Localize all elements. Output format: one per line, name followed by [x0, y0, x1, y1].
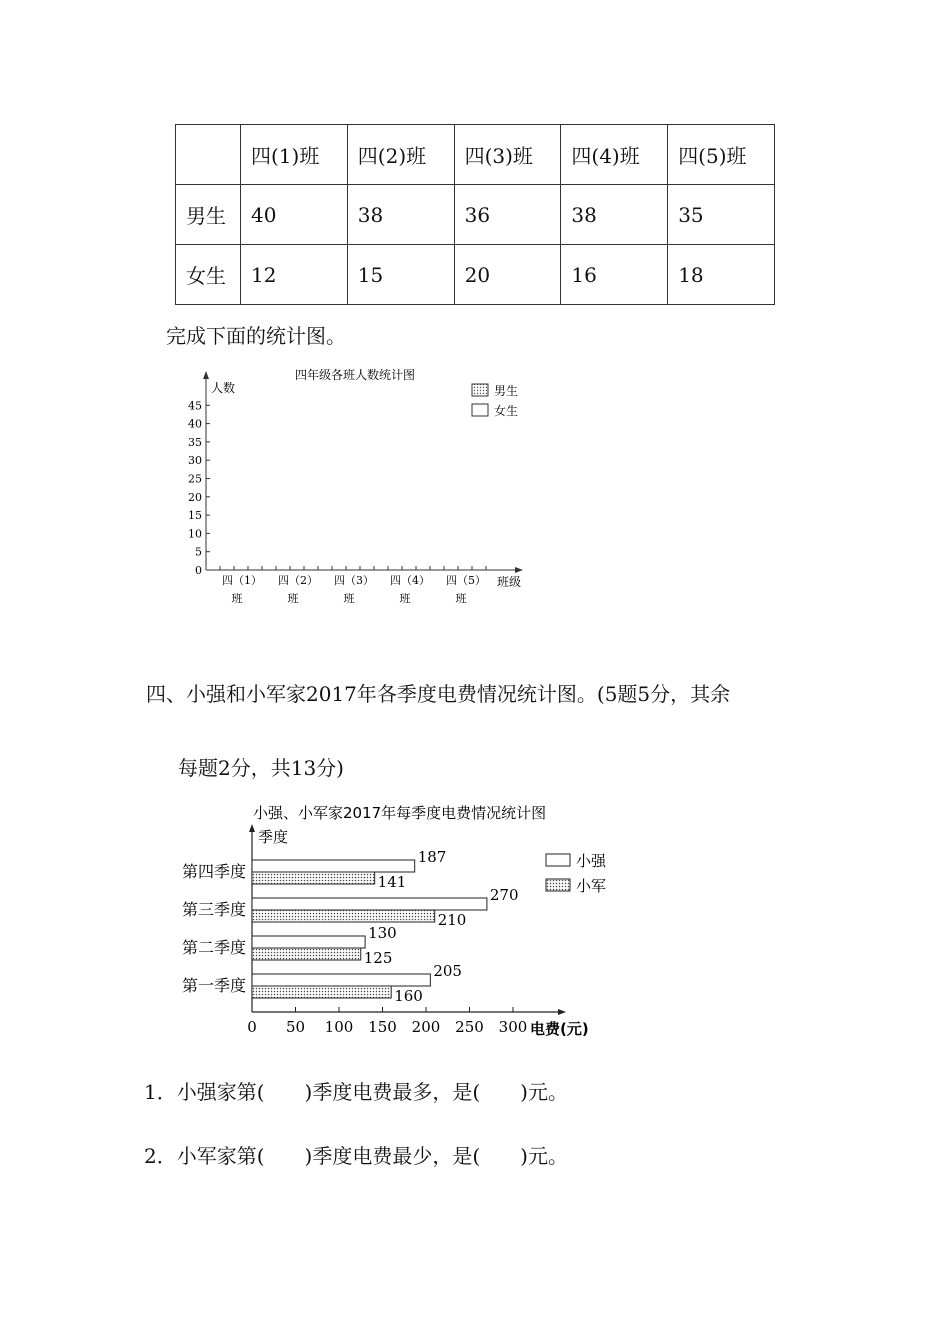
table-header-cell: 四(5)班	[668, 125, 775, 185]
instruction-text: 完成下面的统计图。	[166, 324, 346, 348]
chart2-category-label: 第三季度	[181, 900, 246, 919]
section4-heading-cont: 每题2分，共13分)	[178, 756, 344, 780]
class-student-table	[175, 124, 775, 305]
chart2-x-tick-label: 250	[455, 1018, 484, 1036]
bar-value-label: 205	[433, 962, 462, 980]
chart2-x-tick-label: 150	[368, 1018, 397, 1036]
chart1-ylabel: 人数	[211, 381, 236, 395]
class-count-chart	[170, 362, 540, 612]
table-cell: 15	[347, 245, 454, 305]
legend-label-girls: 女生	[494, 404, 519, 418]
bar-xiaoqiang	[252, 936, 365, 948]
chart1-y-tick-label: 45	[188, 399, 202, 413]
table-header-cell: 四(1)班	[241, 125, 348, 185]
chart1-y-tick-label: 20	[188, 490, 202, 504]
table-cell: 16	[561, 245, 668, 305]
section4-heading: 四、小强和小军家2017年各季度电费情况统计图。(5题5分，其余	[146, 682, 731, 706]
legend-swatch-xiaoqiang	[546, 854, 570, 866]
chart1-x-tick-label: 四（2）	[278, 574, 318, 587]
chart1-x-tick-label-cont: 班	[287, 592, 299, 605]
chart2-ylabel: 季度	[258, 828, 289, 846]
chart2-x-tick-label: 300	[498, 1018, 528, 1036]
bar-xiaojun	[252, 986, 391, 998]
bar-xiaojun	[252, 872, 375, 884]
chart1-y-tick-label: 40	[188, 417, 202, 431]
chart1-x-tick-label: 四（1）	[222, 574, 262, 587]
table-cell: 12	[241, 245, 348, 305]
table-cell: 38	[347, 185, 454, 245]
bar-xiaoqiang	[252, 860, 415, 872]
question-number: 2．	[144, 1144, 177, 1168]
chart1-x-tick-label-cont: 班	[455, 592, 467, 605]
legend-label-xiaoqiang: 小强	[576, 852, 607, 870]
chart1-title: 四年级各班人数统计图	[295, 368, 416, 382]
table-cell: 20	[454, 245, 561, 305]
legend-swatch-xiaojun	[546, 879, 570, 891]
chart2-category-label: 第四季度	[181, 862, 246, 881]
bar-value-label: 125	[363, 949, 393, 967]
question-text: 小军家第( )季度电费最少，是( )元。	[176, 1144, 568, 1168]
chart2-x-tick-label: 50	[285, 1018, 306, 1036]
chart1-xlabel: 班级	[497, 575, 522, 589]
chart1-x-tick-label-cont: 班	[231, 592, 243, 605]
table-cell: 36	[454, 185, 561, 245]
table-cell: 40	[241, 185, 348, 245]
table-header-cell: 四(3)班	[454, 125, 561, 185]
chart1-x-tick-label-cont: 班	[343, 592, 355, 605]
chart2-x-tick-label: 100	[324, 1018, 354, 1036]
row-label: 女生	[176, 245, 241, 305]
table-cell: 18	[668, 245, 775, 305]
table-cell: 38	[561, 185, 668, 245]
table-header-cell: 四(4)班	[561, 125, 668, 185]
question-text: 小强家第( )季度电费最多，是( )元。	[176, 1080, 568, 1104]
table-row	[176, 245, 775, 305]
chart1-y-tick-label: 0	[195, 564, 202, 577]
legend-label-xiaojun: 小军	[576, 877, 607, 895]
chart1-y-tick-label: 5	[195, 545, 202, 559]
bar-xiaojun	[252, 948, 361, 960]
bar-xiaojun	[252, 910, 435, 922]
chart1-y-tick-label: 30	[188, 454, 202, 468]
bar-value-label: 187	[417, 848, 447, 866]
chart1-x-tick-label-cont: 班	[399, 592, 411, 605]
chart2-category-label: 第一季度	[181, 976, 246, 995]
legend-swatch-girls	[472, 404, 488, 416]
chart2-xlabel: 电费(元)	[530, 1020, 589, 1038]
chart2-x-tick-label: 200	[411, 1018, 441, 1036]
chart1-x-arrow	[515, 567, 523, 573]
question-2	[144, 1140, 568, 1169]
table-header-row	[176, 125, 775, 185]
legend-label-boys: 男生	[494, 384, 519, 398]
question-1	[144, 1076, 568, 1105]
chart2-category-label: 第二季度	[181, 938, 246, 957]
chart1-y-tick-label: 35	[188, 435, 202, 449]
table-corner-cell	[176, 125, 241, 185]
chart1-x-tick-label: 四（4）	[390, 574, 430, 587]
electricity-fee-chart	[168, 798, 608, 1046]
bar-value-label: 160	[394, 987, 423, 1005]
chart2-y-arrow	[249, 824, 255, 832]
bar-value-label: 210	[437, 911, 467, 929]
chart1-x-tick-label: 四（5）	[446, 574, 486, 587]
table-cell: 35	[668, 185, 775, 245]
chart1-y-tick-label: 10	[188, 527, 202, 541]
legend-swatch-boys	[472, 384, 488, 396]
bar-value-label: 130	[368, 924, 397, 942]
bar-value-label: 141	[377, 873, 407, 891]
row-label: 男生	[176, 185, 241, 245]
bar-value-label: 270	[489, 886, 519, 904]
table-row	[176, 185, 775, 245]
table-header-cell: 四(2)班	[347, 125, 454, 185]
chart2-title: 小强、小军家2017年每季度电费情况统计图	[253, 804, 547, 822]
chart1-y-tick-label: 25	[188, 472, 202, 486]
question-number: 1．	[144, 1080, 177, 1104]
chart1-x-tick-label: 四（3）	[334, 574, 374, 587]
chart1-y-arrow	[203, 371, 209, 379]
chart2-x-tick-label: 0	[247, 1018, 257, 1036]
bar-xiaoqiang	[252, 974, 430, 986]
chart1-y-tick-label: 15	[188, 509, 202, 523]
chart2-x-arrow	[558, 1009, 566, 1015]
bar-xiaoqiang	[252, 898, 487, 910]
